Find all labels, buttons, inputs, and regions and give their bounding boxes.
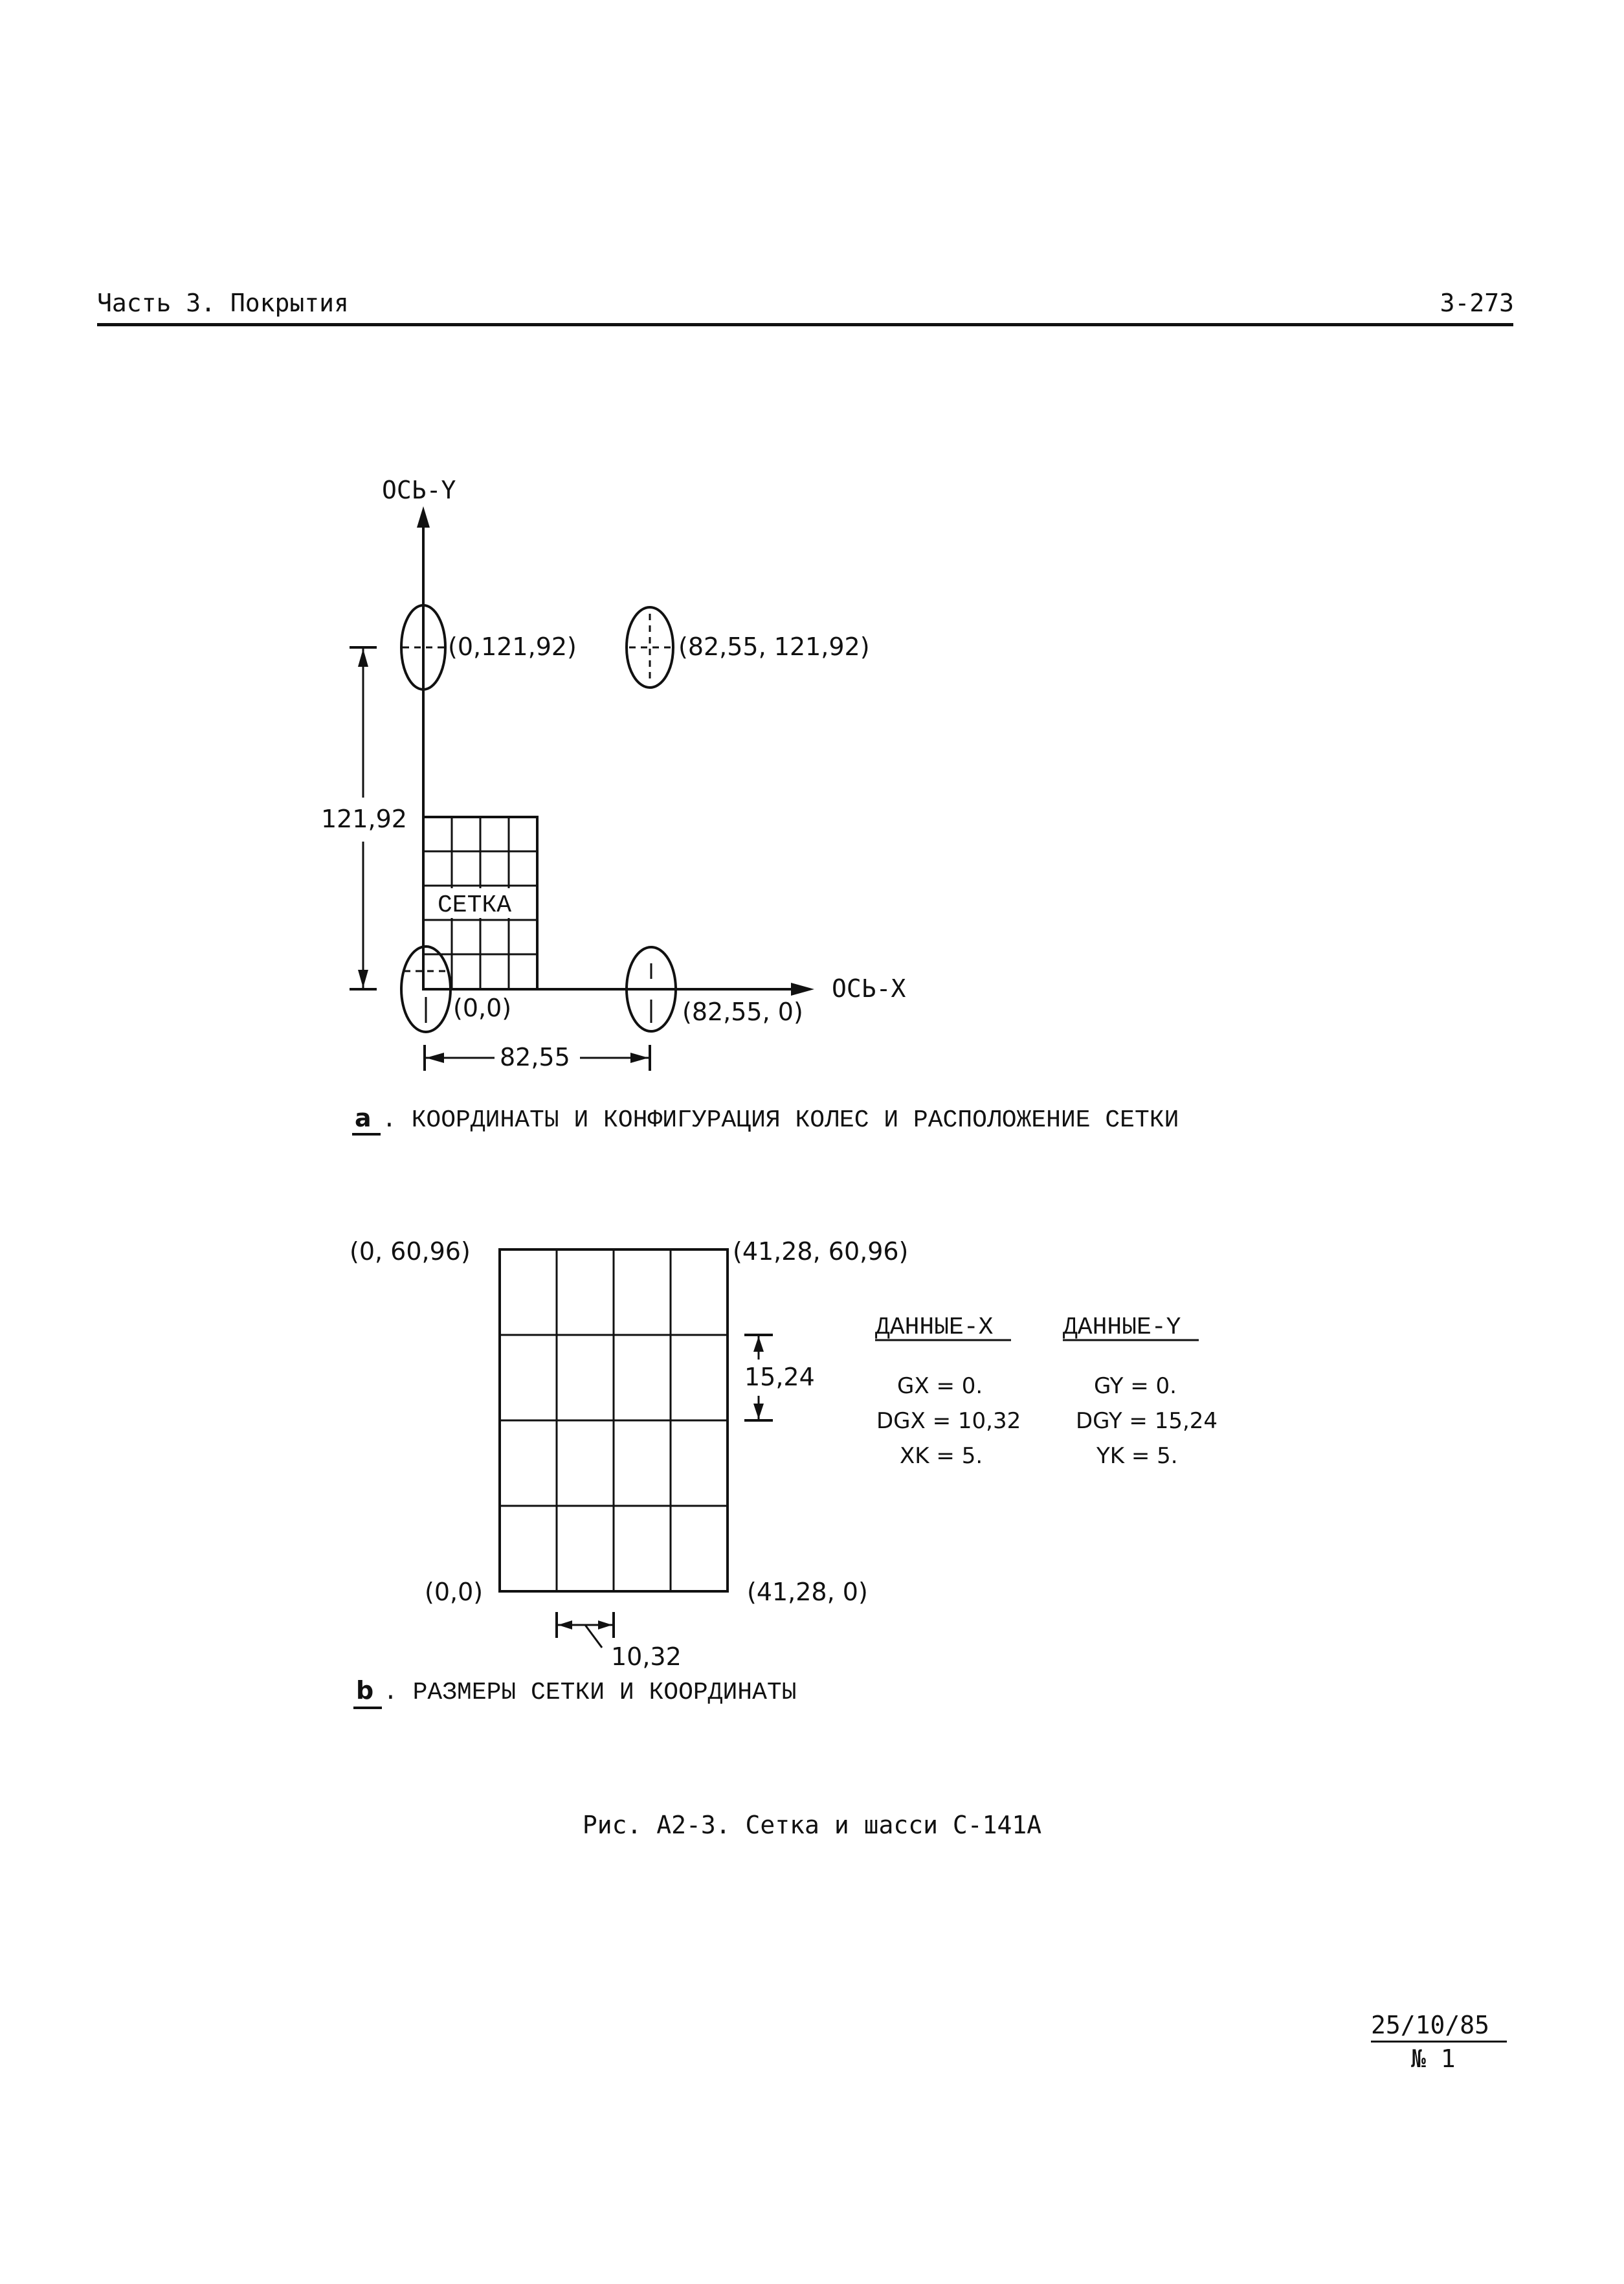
header-section-title: Часть 3. Покрытия [97, 289, 349, 317]
figure-b [350, 1237, 1218, 1708]
wheel-top-right-coords: (82,55, 121,92) [678, 633, 870, 661]
x-data-title: ДАННЫЕ-X [875, 1314, 994, 1341]
caption-a-letter: a [355, 1104, 372, 1132]
dimension-vertical-value: 121,92 [321, 805, 407, 833]
figure-a [321, 476, 1179, 1134]
y-data-line-yk: YK = 5. [1096, 1443, 1178, 1469]
dimension-cell-width [557, 1612, 614, 1648]
x-axis-label: ОСЬ-X [832, 974, 906, 1003]
y-axis-label: ОСЬ-Y [382, 476, 456, 504]
corner-bottom-left-coords: (0,0) [425, 1578, 484, 1606]
caption-a-text: . КООРДИНАТЫ И КОНФИГУРАЦИЯ КОЛЕС И РАСПОЛОЖЕНИЕ СЕТКИ [382, 1106, 1179, 1134]
figure-caption: Рис. A2-3. Сетка и шасси C-141A [582, 1811, 1042, 1839]
y-data-line-dgy: DGY = 15,24 [1076, 1408, 1218, 1434]
footer-number: № 1 [1411, 2044, 1456, 2073]
dimension-cell-height-value: 15,24 [744, 1363, 815, 1391]
x-data-line-xk: XK = 5. [900, 1443, 983, 1469]
y-data-line-gy: GY = 0. [1094, 1373, 1177, 1399]
footer-rule [1371, 2041, 1507, 2043]
wheel-top-right [627, 607, 673, 688]
header-page-number: 3-273 [1440, 289, 1514, 317]
corner-top-left-coords: (0, 60,96) [350, 1237, 471, 1266]
x-data-line-dgx: DGX = 10,32 [876, 1408, 1021, 1434]
grid-label: СЕТКА [438, 891, 512, 919]
wheel-top-left-coords: (0,121,92) [448, 633, 577, 661]
y-data-title: ДАННЫЕ-Y [1063, 1314, 1181, 1341]
y-axis-arrow-icon [417, 506, 430, 528]
corner-bottom-right-coords: (41,28, 0) [747, 1578, 868, 1606]
caption-b-letter: b [356, 1676, 374, 1705]
wheel-origin-coords: (0,0) [453, 994, 512, 1022]
x-axis-arrow-icon [791, 983, 814, 996]
grid-large [500, 1249, 728, 1591]
dimension-horizontal-value: 82,55 [500, 1043, 570, 1071]
footer-date: 25/10/85 [1371, 2011, 1490, 2039]
wheel-bottom-right-coords: (82,55, 0) [682, 998, 803, 1026]
dimension-cell-width-value: 10,32 [611, 1642, 682, 1671]
corner-top-right-coords: (41,28, 60,96) [733, 1237, 909, 1266]
x-data-line-gx: GX = 0. [897, 1373, 983, 1399]
caption-b-text: . РАЗМЕРЫ СЕТКИ И КООРДИНАТЫ [383, 1679, 797, 1707]
